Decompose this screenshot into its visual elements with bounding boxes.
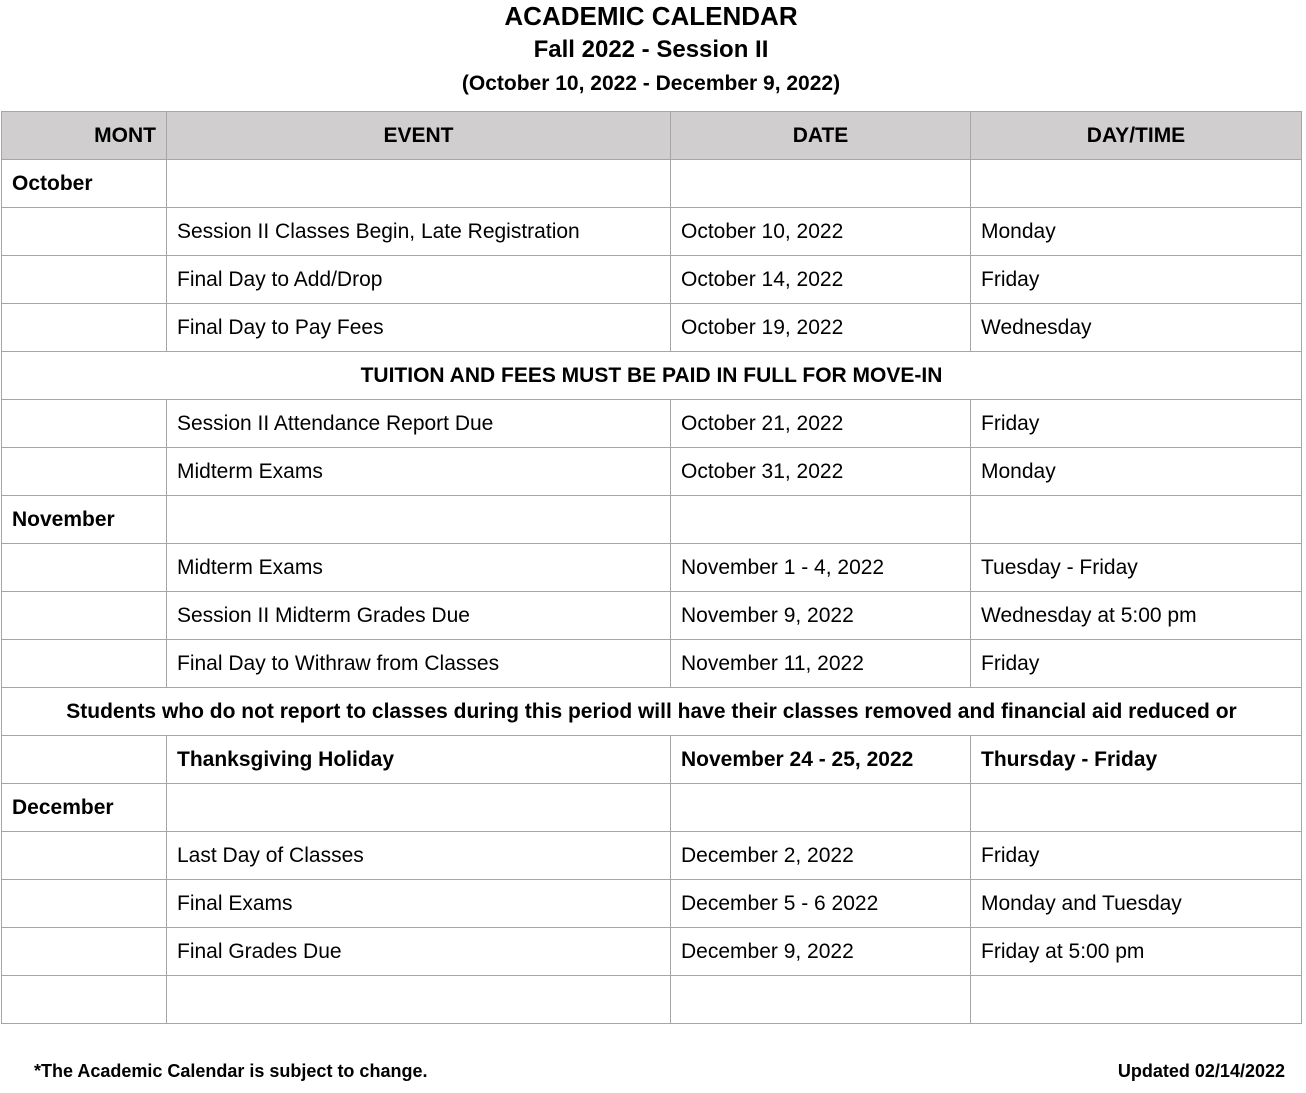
- month-cell-empty: [2, 832, 167, 880]
- event-daytime: Monday and Tuesday: [971, 880, 1302, 928]
- notice-text: Students who do not report to classes during this period will have their classes removed and financial aid reduced or: [66, 699, 1237, 723]
- event-name: Final Day to Pay Fees: [167, 304, 671, 352]
- calendar-table-body: [2, 160, 1302, 1024]
- event-daytime: Monday: [971, 448, 1302, 496]
- event-daytime: Friday: [971, 832, 1302, 880]
- notice-cell: [2, 352, 1302, 400]
- date-cell: [671, 976, 971, 1024]
- date-cell: [671, 784, 971, 832]
- column-header-daytime: DAY/TIME: [971, 112, 1302, 160]
- event-cell: [167, 160, 671, 208]
- event-daytime: Wednesday at 5:00 pm: [971, 592, 1302, 640]
- calendar-table: [1, 111, 1302, 1024]
- month-label: November: [2, 496, 167, 544]
- notice-row: [2, 688, 1302, 736]
- event-cell: [167, 976, 671, 1024]
- event-date: December 9, 2022: [671, 928, 971, 976]
- event-row: [2, 640, 1302, 688]
- event-cell: [167, 496, 671, 544]
- notice-row: [2, 352, 1302, 400]
- date-cell: [671, 496, 971, 544]
- month-cell-empty: [2, 304, 167, 352]
- event-name: Midterm Exams: [167, 544, 671, 592]
- month-cell-empty: [2, 448, 167, 496]
- updated-date: Updated 02/14/2022: [1117, 1061, 1285, 1081]
- month-row: [2, 160, 1302, 208]
- event-row: [2, 928, 1302, 976]
- month-cell-empty: [2, 880, 167, 928]
- event-row: [2, 736, 1302, 784]
- event-daytime: Wednesday: [971, 304, 1302, 352]
- month-cell-empty: [2, 976, 167, 1024]
- month-row: [2, 496, 1302, 544]
- event-date: December 5 - 6 2022: [671, 880, 971, 928]
- event-name: Session II Midterm Grades Due: [167, 592, 671, 640]
- event-date: October 10, 2022: [671, 208, 971, 256]
- event-name: Last Day of Classes: [167, 832, 671, 880]
- empty-row: [2, 976, 1302, 1024]
- event-row: [2, 448, 1302, 496]
- event-daytime: Friday: [971, 400, 1302, 448]
- event-daytime: Friday: [971, 256, 1302, 304]
- event-name: Final Grades Due: [167, 928, 671, 976]
- month-label: October: [2, 160, 167, 208]
- month-row: [2, 784, 1302, 832]
- column-header-date: DATE: [671, 112, 971, 160]
- event-row: [2, 208, 1302, 256]
- event-row: [2, 880, 1302, 928]
- column-header-event: EVENT: [167, 112, 671, 160]
- event-date: October 31, 2022: [671, 448, 971, 496]
- event-name: Midterm Exams: [167, 448, 671, 496]
- daytime-cell: [971, 976, 1302, 1024]
- daytime-cell: [971, 784, 1302, 832]
- event-date: November 24 - 25, 2022: [671, 736, 971, 784]
- month-cell-empty: [2, 256, 167, 304]
- event-name: Session II Attendance Report Due: [167, 400, 671, 448]
- event-date: November 1 - 4, 2022: [671, 544, 971, 592]
- month-label: December: [2, 784, 167, 832]
- daytime-cell: [971, 160, 1302, 208]
- event-date: November 9, 2022: [671, 592, 971, 640]
- month-cell-empty: [2, 400, 167, 448]
- page-title: ACADEMIC CALENDAR: [504, 1, 798, 31]
- date-cell: [671, 160, 971, 208]
- month-cell-empty: [2, 544, 167, 592]
- event-name: Final Day to Withraw from Classes: [167, 640, 671, 688]
- session-subtitle: Fall 2022 - Session II: [533, 36, 769, 63]
- month-cell-empty: [2, 592, 167, 640]
- event-date: October 14, 2022: [671, 256, 971, 304]
- month-cell-empty: [2, 736, 167, 784]
- event-daytime: Tuesday - Friday: [971, 544, 1302, 592]
- header-row: [2, 112, 1302, 160]
- month-cell-empty: [2, 640, 167, 688]
- event-date: December 2, 2022: [671, 832, 971, 880]
- notice-cell: [2, 688, 1302, 736]
- event-daytime: Friday at 5:00 pm: [971, 928, 1302, 976]
- event-row: [2, 832, 1302, 880]
- event-name: Final Exams: [167, 880, 671, 928]
- event-cell: [167, 784, 671, 832]
- event-date: October 21, 2022: [671, 400, 971, 448]
- session-date-range: (October 10, 2022 - December 9, 2022): [461, 72, 841, 95]
- notice-text: TUITION AND FEES MUST BE PAID IN FULL FOR MOVE-IN: [360, 363, 943, 387]
- event-name: Session II Classes Begin, Late Registration: [167, 208, 671, 256]
- month-cell-empty: [2, 928, 167, 976]
- event-row: [2, 592, 1302, 640]
- month-cell-empty: [2, 208, 167, 256]
- event-daytime: Monday: [971, 208, 1302, 256]
- event-daytime: Thursday - Friday: [971, 736, 1302, 784]
- column-header-month: MONT: [2, 112, 167, 160]
- event-row: [2, 544, 1302, 592]
- event-daytime: Friday: [971, 640, 1302, 688]
- disclaimer-note: *The Academic Calendar is subject to change.: [34, 1061, 428, 1081]
- daytime-cell: [971, 496, 1302, 544]
- event-name: Final Day to Add/Drop: [167, 256, 671, 304]
- event-name: Thanksgiving Holiday: [167, 736, 671, 784]
- event-date: November 11, 2022: [671, 640, 971, 688]
- calendar-table-header: [2, 112, 1302, 160]
- event-row: [2, 256, 1302, 304]
- event-row: [2, 400, 1302, 448]
- event-row: [2, 304, 1302, 352]
- event-date: October 19, 2022: [671, 304, 971, 352]
